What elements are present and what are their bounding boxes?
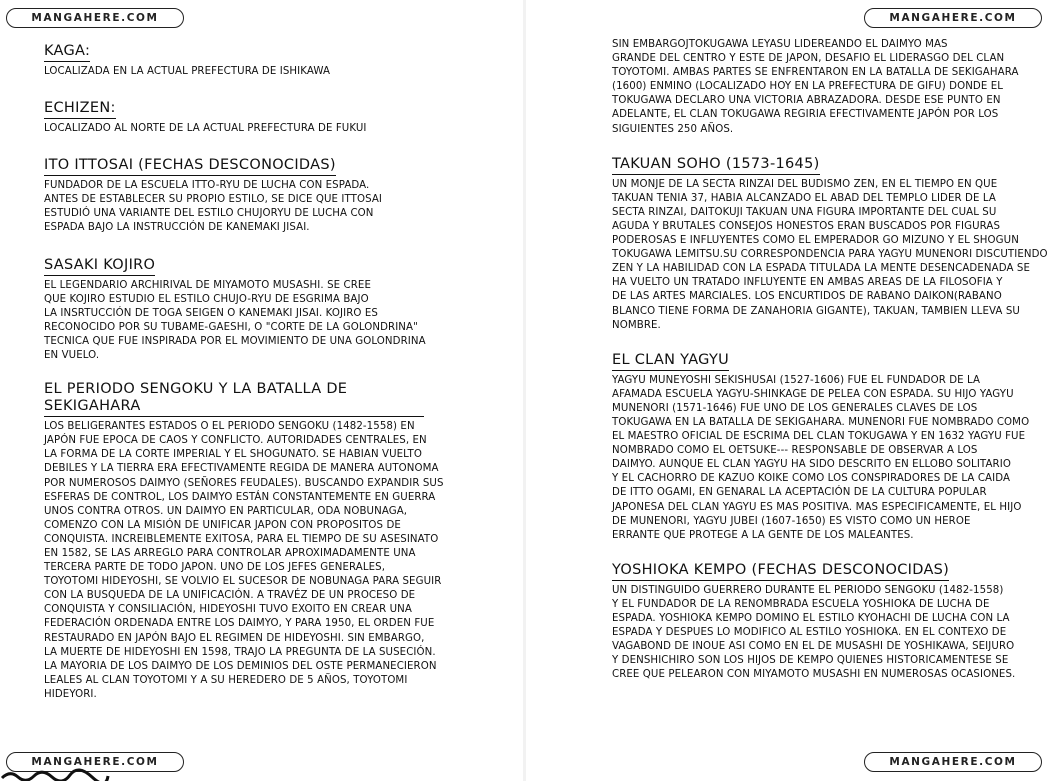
- section-body: [612, 374, 1030, 543]
- text-line: FUNDADOR DE LA ESCUELA ITTO-RYU DE LUCHA CON ESPADA.: [44, 180, 370, 192]
- text-line: COMENZO CON LA MISIÓN DE UNIFICAR JAPON CON PROPOSITOS DE: [44, 519, 401, 531]
- section-body: [44, 279, 424, 364]
- section-clan-yagyu: [612, 349, 1030, 543]
- text-line: UN DISTINGUIDO GUERRERO DURANTE EL PERIODO SENGOKU (1482-1558): [612, 584, 1004, 596]
- section-body: [612, 38, 1019, 137]
- text-line: ADELANTE, EL CLAN TOKUGAWA REGIRIA EFECTIVAMENTE JAPÓN POR LOS: [612, 109, 999, 121]
- text-line: ESPADA BAJO LA INSTRUCCIÓN DE KANEMAKI JISAI.: [44, 222, 310, 234]
- section-body: [44, 420, 444, 702]
- text-line: TAKUAN TENIA 37, HABIA ALCANZADO EL ABAD DEL TEMPLO LIDER DE LA: [612, 192, 996, 204]
- right-text-column: [612, 38, 1048, 682]
- text-line: DE MUNENORI, YAGYU JUBEI (1607-1650) ES VISTO COMO UN HEROE: [612, 515, 971, 527]
- text-line: QUE KOJIRO ESTUDIO EL ESTILO CHUJO-RYU DE ESGRIMA BAJO: [44, 293, 369, 305]
- section-sengoku-sekigahara: [44, 381, 444, 702]
- text-line: GRANDE DEL CENTRO Y ESTE DE JAPON, DESAFIO EL LIDERASGO DEL CLAN: [612, 53, 1005, 65]
- text-line: VAGABOND DE INOUE ASI COMO EN EL DE MUSASHI DE YOSHIKAWA, SEIJURO: [612, 641, 1015, 653]
- text-line: LEALES AL CLAN TOYOTOMI Y A SU HEREDERO DE 5 AÑOS, TOYOTOMI: [44, 674, 408, 686]
- section-takuan-soho: [612, 153, 1048, 333]
- section-body: [612, 584, 1016, 683]
- text-line: DE ITTO OGAMI, EN GENARAL LA ACEPTACIÓN DE LA CULTURA POPULAR: [612, 487, 987, 499]
- text-line: SECTA RINZAI, DAITOKUJI TAKUAN UNA FIGURA IMPORTANTE DEL CUAL SU: [612, 206, 997, 218]
- text-line: Y EL FUNDADOR DE LA RENOMBRADA ESCUELA YOSHIOKA DE LUCHA DE: [612, 598, 990, 610]
- text-line: HIDEYORI.: [44, 688, 97, 700]
- text-line: SIGUIENTES 250 AÑOS.: [612, 123, 734, 135]
- section-echizen: [44, 97, 424, 136]
- text-line: YAGYU MUNEYOSHI SEKISHUSAI (1527-1606) FUE EL FUNDADOR DE LA: [612, 374, 981, 386]
- section-body: [44, 122, 424, 136]
- text-line: SIN EMBARGOJTOKUGAWA LEYASU LIDEREANDO EL DAIMYO MAS: [612, 39, 948, 50]
- section-heading: ITO ITTOSAI (FECHAS DESCONOCIDAS): [44, 157, 336, 176]
- text-line: TOKUGAWA LEMITSU.SU CORRESPONDENCIA PARA YAGYU MUNENORI DISCUTIENDO: [612, 249, 1048, 261]
- section-body: [612, 178, 1048, 333]
- text-line: CONQUISTA. INCREIBLEMENTE EXITOSA, PARA EL TIEMPO DE SU ASESINATO: [44, 533, 439, 545]
- text-line: TOYOTOMI HIDEYOSHI, SE VOLVIO EL SUCESOR DE NOBUNAGA PARA SEGUIR: [44, 576, 442, 588]
- text-line: RESTAURADO EN JAPÓN BAJO EL REGIMEN DE HIDEYOSHI. SIN EMBARGO,: [44, 632, 425, 644]
- text-line: ZEN Y LA HABILIDAD CON LA ESPADA TITULADA LA MENTE DESENCADENADA SE: [612, 263, 1030, 275]
- text-line: HA VUELTO UN TRATADO INFLUYENTE EN AMBAS AREAS DE LA FILOSOFIA Y: [612, 277, 1003, 289]
- text-line: AGUDA Y BRUTALES CONSEJOS HONESTOS ERAN BUSCADOS POR FIGURAS: [612, 220, 1001, 232]
- text-line: ESPADA Y DESPUES LO MODIFICO AL ESTILO YOSHIOKA. EN EL CONTEXO DE: [612, 627, 1007, 639]
- text-line: JAPÓN FUE EPOCA DE CAOS Y CONFLICTO. AUTORIDADES CENTRALES, EN: [44, 435, 427, 447]
- text-line: LA MUERTE DE HIDEYOSHI EN 1598, TRAJO LA PREGUNTA DE LA SUSECIÓN.: [44, 646, 436, 658]
- text-line: DAIMYO. AUNQUE EL CLAN YAGYU HA SIDO DESCRITO EN ELLOBO SOLITARIO: [612, 459, 1011, 471]
- text-line: UNOS CONTRA OTROS. UN DAIMYO EN PARTICULAR, ODA NOBUNAGA,: [44, 505, 408, 517]
- text-line: CON LA BUSQUEDA DE LA UNIFICACIÓN. A TRAVÉZ DE UN PROCESO DE: [44, 590, 416, 602]
- section-kaga: [44, 40, 424, 79]
- section-yoshioka-kempo: [612, 559, 1016, 683]
- text-line: DEBILES Y LA TIERRA ERA EFECTIVAMENTE REGIDA DE MANERA AUTONOMA: [44, 463, 439, 475]
- text-line: TOYOTOMI. AMBAS PARTES SE ENFRENTARON EN LA BATALLA DE SEKIGAHARA: [612, 67, 1019, 79]
- text-line: LOS BELIGERANTES ESTADOS O EL PERIODO SENGOKU (1482-1558) EN: [44, 421, 415, 433]
- mangahere-logo-bottom-left: MANGAHERE.COM: [6, 752, 184, 772]
- text-line: TOKUGAWA DECLARO UNA VICTORIA ABRAZADORA. DESDE ESE PUNTO EN: [612, 95, 1001, 107]
- text-line: EL LEGENDARIO ARCHIRIVAL DE MIYAMOTO MUSASHI. SE CREE: [44, 279, 371, 291]
- text-line: CREE QUE PELEARON CON MIYAMOTO MUSASHI EN NUMEROSAS OCASIONES.: [612, 669, 1016, 681]
- text-line: NOMBRADO COMO EL OETSUKE--- RESPONSABLE DE OBSERVAR A LOS: [612, 445, 978, 457]
- section-sekigahara-continued: [612, 38, 1019, 137]
- text-line: LA MAYORIA DE LOS DAIMYO DE LOS DEMINIOS DEL OSTE PERMANECIERON: [44, 660, 437, 672]
- text-line: JAPONESA DEL CLAN YAGYU ES MAS POSITIVA. MAS ESPECIFICAMENTE, EL HIJO: [612, 501, 1022, 513]
- text-line: DE LAS ARTES MARCIALES. LOS ENCURTIDOS DE RABANO DAIKON(RABANO: [612, 291, 1002, 303]
- text-line: NOMBRE.: [612, 319, 661, 331]
- text-line: TECNICA QUE FUE INSPIRADA POR EL MOVIMIENTO DE UNA GOLONDRINA: [44, 335, 426, 347]
- text-line: RECONOCIDO POR SU TUBAME-GAESHI, O "CORTE DE LA GOLONDRINA": [44, 321, 418, 333]
- section-heading: KAGA:: [44, 43, 90, 62]
- scan-artifact-scribble: [0, 768, 110, 781]
- section-heading: EL PERIODO SENGOKU Y LA BATALLA DE SEKIGAHARA: [44, 381, 424, 417]
- text-line: Y EL CACHORRO DE KAZUO KOIKE COMO LOS CONSPIRADORES DE LA CAIDA: [612, 473, 1011, 485]
- text-line: EN VUELO.: [44, 350, 100, 362]
- section-body: [44, 65, 424, 79]
- text-line: EN 1582, SE LAS ARREGLO PARA CONTROLAR APROXIMADAMENTE UNA: [44, 547, 416, 559]
- mangahere-logo-top-right: MANGAHERE.COM: [864, 8, 1042, 28]
- mangahere-logo-bottom-right: MANGAHERE.COM: [864, 752, 1042, 772]
- text-line: ESFERAS DE CONTROL, LOS DAIMYO ESTÁN CONSTANTEMENTE EN GUERRA: [44, 491, 436, 503]
- text-line: UN MONJE DE LA SECTA RINZAI DEL BUDISMO ZEN, EN EL TIEMPO EN QUE: [612, 178, 998, 190]
- text-line: (1600) ENMINO (LOCALIZADO HOY EN LA PREFECTURA DE GIFU) DONDE EL: [612, 81, 1004, 93]
- section-heading: ECHIZEN:: [44, 100, 116, 119]
- page-gutter: [523, 0, 526, 781]
- section-body: [44, 179, 424, 235]
- text-line: Y DENSHICHIRO SON LOS HIJOS DE KEMPO QUIENES HISTORICAMENTESE SE: [612, 655, 1009, 667]
- text-line: LA INSRTUCCIÓN DE TOGA SEIGEN O KANEMAKI JISAI. KOJIRO ES: [44, 307, 378, 319]
- text-line: ANTES DE ESTABLECER SU PROPIO ESTILO, SE DICE QUE ITTOSAI: [44, 194, 383, 206]
- text-line: ESPADA. YOSHIOKA KEMPO DOMINO EL ESTILO KYOHACHI DE LUCHA CON LA: [612, 613, 1010, 624]
- section-heading: SASAKI KOJIRO: [44, 257, 155, 276]
- section-heading: TAKUAN SOHO (1573-1645): [612, 156, 820, 175]
- section-sasaki-kojiro: [44, 254, 424, 364]
- section-ito-ittosai: [44, 154, 424, 235]
- text-line: CONQUISTA Y CONSILIACIÓN, HIDEYOSHI TUVO EXOITO EN CREAR UNA: [44, 604, 412, 616]
- text-line: LOCALIZADA EN LA ACTUAL PREFECTURA DE ISHIKAWA: [44, 66, 331, 77]
- text-line: TERCERA PARTE DE TODO JAPON. UNO DE LOS JEFES GENERALES,: [44, 562, 386, 574]
- text-line: POR NUMEROSOS DAIMYO (SEÑORES FEUDALES). BUSCANDO EXPANDIR SUS: [44, 477, 444, 489]
- section-heading: YOSHIOKA KEMPO (FECHAS DESCONOCIDAS): [612, 562, 949, 581]
- text-line: LA FORMA DE LA CORTE IMPERIAL Y EL SHOGUNATO. SE HABIAN VUELTO: [44, 449, 422, 461]
- text-line: AFAMADA ESCUELA YAGYU-SHINKAGE DE PELEA CON ESPADA. SU HIJO YAGYU: [612, 388, 1014, 400]
- mangahere-logo-top-left: MANGAHERE.COM: [6, 8, 184, 28]
- text-line: LOCALIZADO AL NORTE DE LA ACTUAL PREFECTURA DE FUKUI: [44, 123, 367, 135]
- text-line: MUNENORI (1571-1646) FUE UNO DE LOS GENERALES CLAVES DE LOS: [612, 402, 978, 414]
- section-heading: EL CLAN YAGYU: [612, 352, 729, 371]
- text-line: BLANCO TIENE FORMA DE ZANAHORIA GIGANTE), TAKUAN, TAMBIEN LLEVA SU: [612, 305, 1020, 317]
- text-line: EL MAESTRO OFICIAL DE ESCRIMA DEL CLAN TOKUGAWA Y EN 1632 YAGYU FUE: [612, 431, 1026, 443]
- text-line: PODEROSAS E INFLUYENTES COMO EL EMPERADOR GO MIZUNO Y EL SHOGUN: [612, 235, 1019, 247]
- text-line: ERRANTE QUE PROTEGE A LA GENTE DE LOS MALEANTES.: [612, 529, 914, 541]
- text-line: TOKUGAWA EN LA BATALLA DE SEKIGAHARA. MUNENORI FUE NOMBRADO COMO: [612, 416, 1030, 428]
- text-line: FEDERACIÓN ORDENADA ENTRE LOS DAIMYO, Y PARA 1950, EL ORDEN FUE: [44, 618, 435, 630]
- text-line: ESTUDIÓ UNA VARIANTE DEL ESTILO CHUJORYU DE LUCHA CON: [44, 208, 374, 220]
- left-text-column: [44, 40, 444, 702]
